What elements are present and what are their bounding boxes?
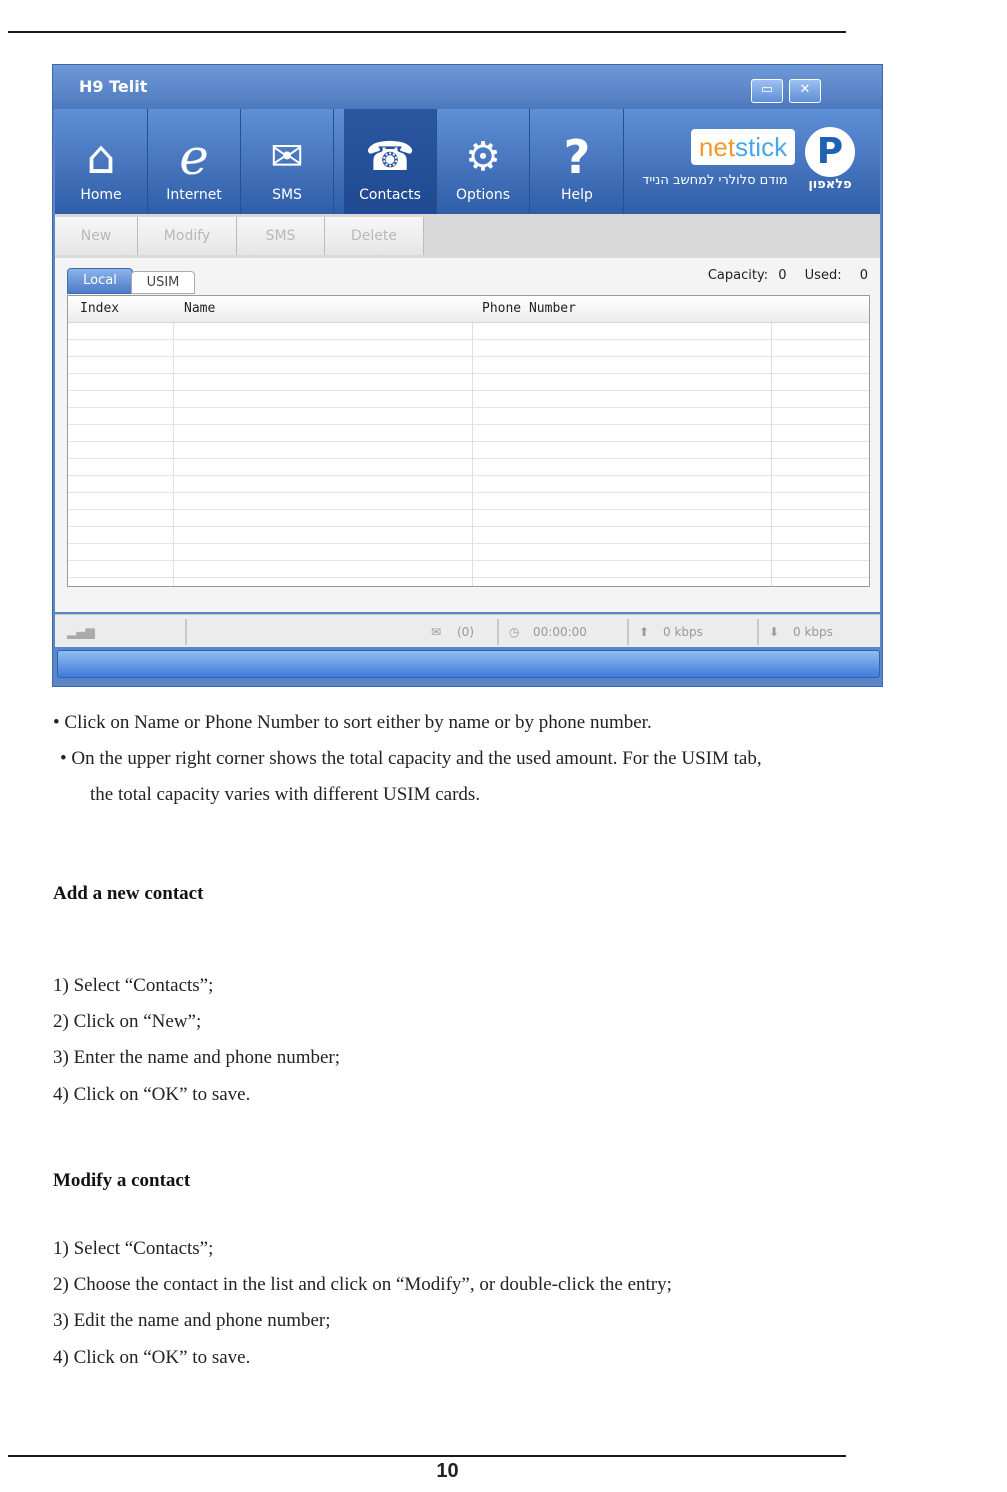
connection-time: 00:00:00 xyxy=(533,625,587,639)
netstick-logo: netstick xyxy=(691,129,795,165)
toolbar-help[interactable] xyxy=(531,109,624,214)
status-bar xyxy=(55,614,880,647)
question-icon: ? xyxy=(563,130,591,184)
toolbar-options[interactable] xyxy=(437,109,530,214)
partner-name: פלאפון xyxy=(808,177,852,192)
tab-local[interactable]: Local xyxy=(67,268,133,294)
modify-step-2: 2) Choose the contact in the list and click on “Modify”, or double-click the entry; xyxy=(53,1274,672,1295)
home-icon: ⌂ xyxy=(86,130,116,184)
window-title: H9 Telit xyxy=(79,77,148,96)
used-value: 0 xyxy=(859,268,868,283)
close-button[interactable]: ✕ xyxy=(789,79,821,103)
toolbar-internet-label: Internet xyxy=(166,187,222,203)
column-name[interactable]: Name xyxy=(184,301,216,316)
bullet-capacity: • On the upper right corner shows the total capacity and the used amount. For the USIM tab, xyxy=(60,748,762,769)
heading-add-contact: Add a new contact xyxy=(53,883,204,904)
message-count: (0) xyxy=(457,625,474,639)
envelope-icon: ✉ xyxy=(270,134,304,180)
new-button[interactable]: New xyxy=(55,217,138,255)
brand-tagline: מודם סלולרי למחשב הנייד xyxy=(642,173,788,188)
add-step-4: 4) Click on “OK” to save. xyxy=(53,1084,251,1105)
modify-step-4: 4) Click on “OK” to save. xyxy=(53,1347,251,1368)
toolbar-sms[interactable] xyxy=(241,109,334,214)
internet-icon: e xyxy=(179,128,209,186)
toolbar-internet[interactable] xyxy=(148,109,241,214)
contacts-icon: ☎ xyxy=(365,134,415,180)
minimize-button[interactable]: ▭ xyxy=(751,79,783,103)
add-step-2: 2) Click on “New”; xyxy=(53,1011,202,1032)
tab-usim[interactable]: USIM xyxy=(131,271,195,294)
download-icon: ⬇ xyxy=(769,625,780,639)
upload-icon: ⬆ xyxy=(639,625,650,639)
bullet-sort: • Click on Name or Phone Number to sort either by name or by phone number. xyxy=(53,712,652,733)
table-header xyxy=(68,296,869,323)
capacity-readout xyxy=(702,268,868,283)
toolbar-options-label: Options xyxy=(455,187,511,203)
partner-logo-icon: P xyxy=(805,127,855,177)
modify-button[interactable]: Modify xyxy=(138,217,237,255)
contacts-table xyxy=(67,295,870,587)
add-step-3: 3) Enter the name and phone number; xyxy=(53,1047,341,1068)
toolbar-contacts[interactable] xyxy=(344,109,437,214)
message-icon: ✉ xyxy=(431,625,442,639)
main-toolbar xyxy=(55,109,880,214)
toolbar-home[interactable] xyxy=(55,109,148,214)
capacity-label: Capacity: xyxy=(707,268,769,283)
bottom-bar xyxy=(57,650,880,678)
bottom-rule xyxy=(8,1455,846,1457)
signal-icon: ▂▄▆ xyxy=(67,625,95,639)
toolbar-sms-label: SMS xyxy=(272,187,302,203)
sms-button[interactable]: SMS xyxy=(237,217,325,255)
download-speed: 0 kbps xyxy=(793,625,833,639)
app-window xyxy=(52,64,883,687)
modify-step-3: 3) Edit the name and phone number; xyxy=(53,1310,331,1331)
gear-icon: ⚙ xyxy=(465,134,501,180)
delete-button[interactable]: Delete xyxy=(325,217,424,255)
bullet-capacity-cont: the total capacity varies with different USIM cards. xyxy=(90,784,481,805)
toolbar-home-label: Home xyxy=(80,187,122,203)
title-bar xyxy=(53,65,882,109)
used-label: Used: xyxy=(804,268,842,283)
toolbar-contacts-label: Contacts xyxy=(359,187,421,203)
action-bar xyxy=(55,214,880,258)
column-phone-number[interactable]: Phone Number xyxy=(482,301,576,316)
brand-area xyxy=(635,129,875,209)
column-index[interactable]: Index xyxy=(80,301,120,316)
toolbar-help-label: Help xyxy=(561,187,593,203)
page-number: 10 xyxy=(436,1460,459,1482)
clock-icon: ◷ xyxy=(509,625,520,639)
top-rule xyxy=(8,31,846,33)
capacity-value: 0 xyxy=(778,268,787,283)
table-rows[interactable] xyxy=(68,323,869,586)
add-step-1: 1) Select “Contacts”; xyxy=(53,975,214,996)
upload-speed: 0 kbps xyxy=(663,625,703,639)
contacts-panel xyxy=(55,258,880,612)
heading-modify-contact: Modify a contact xyxy=(53,1170,191,1191)
modify-step-1: 1) Select “Contacts”; xyxy=(53,1238,214,1259)
